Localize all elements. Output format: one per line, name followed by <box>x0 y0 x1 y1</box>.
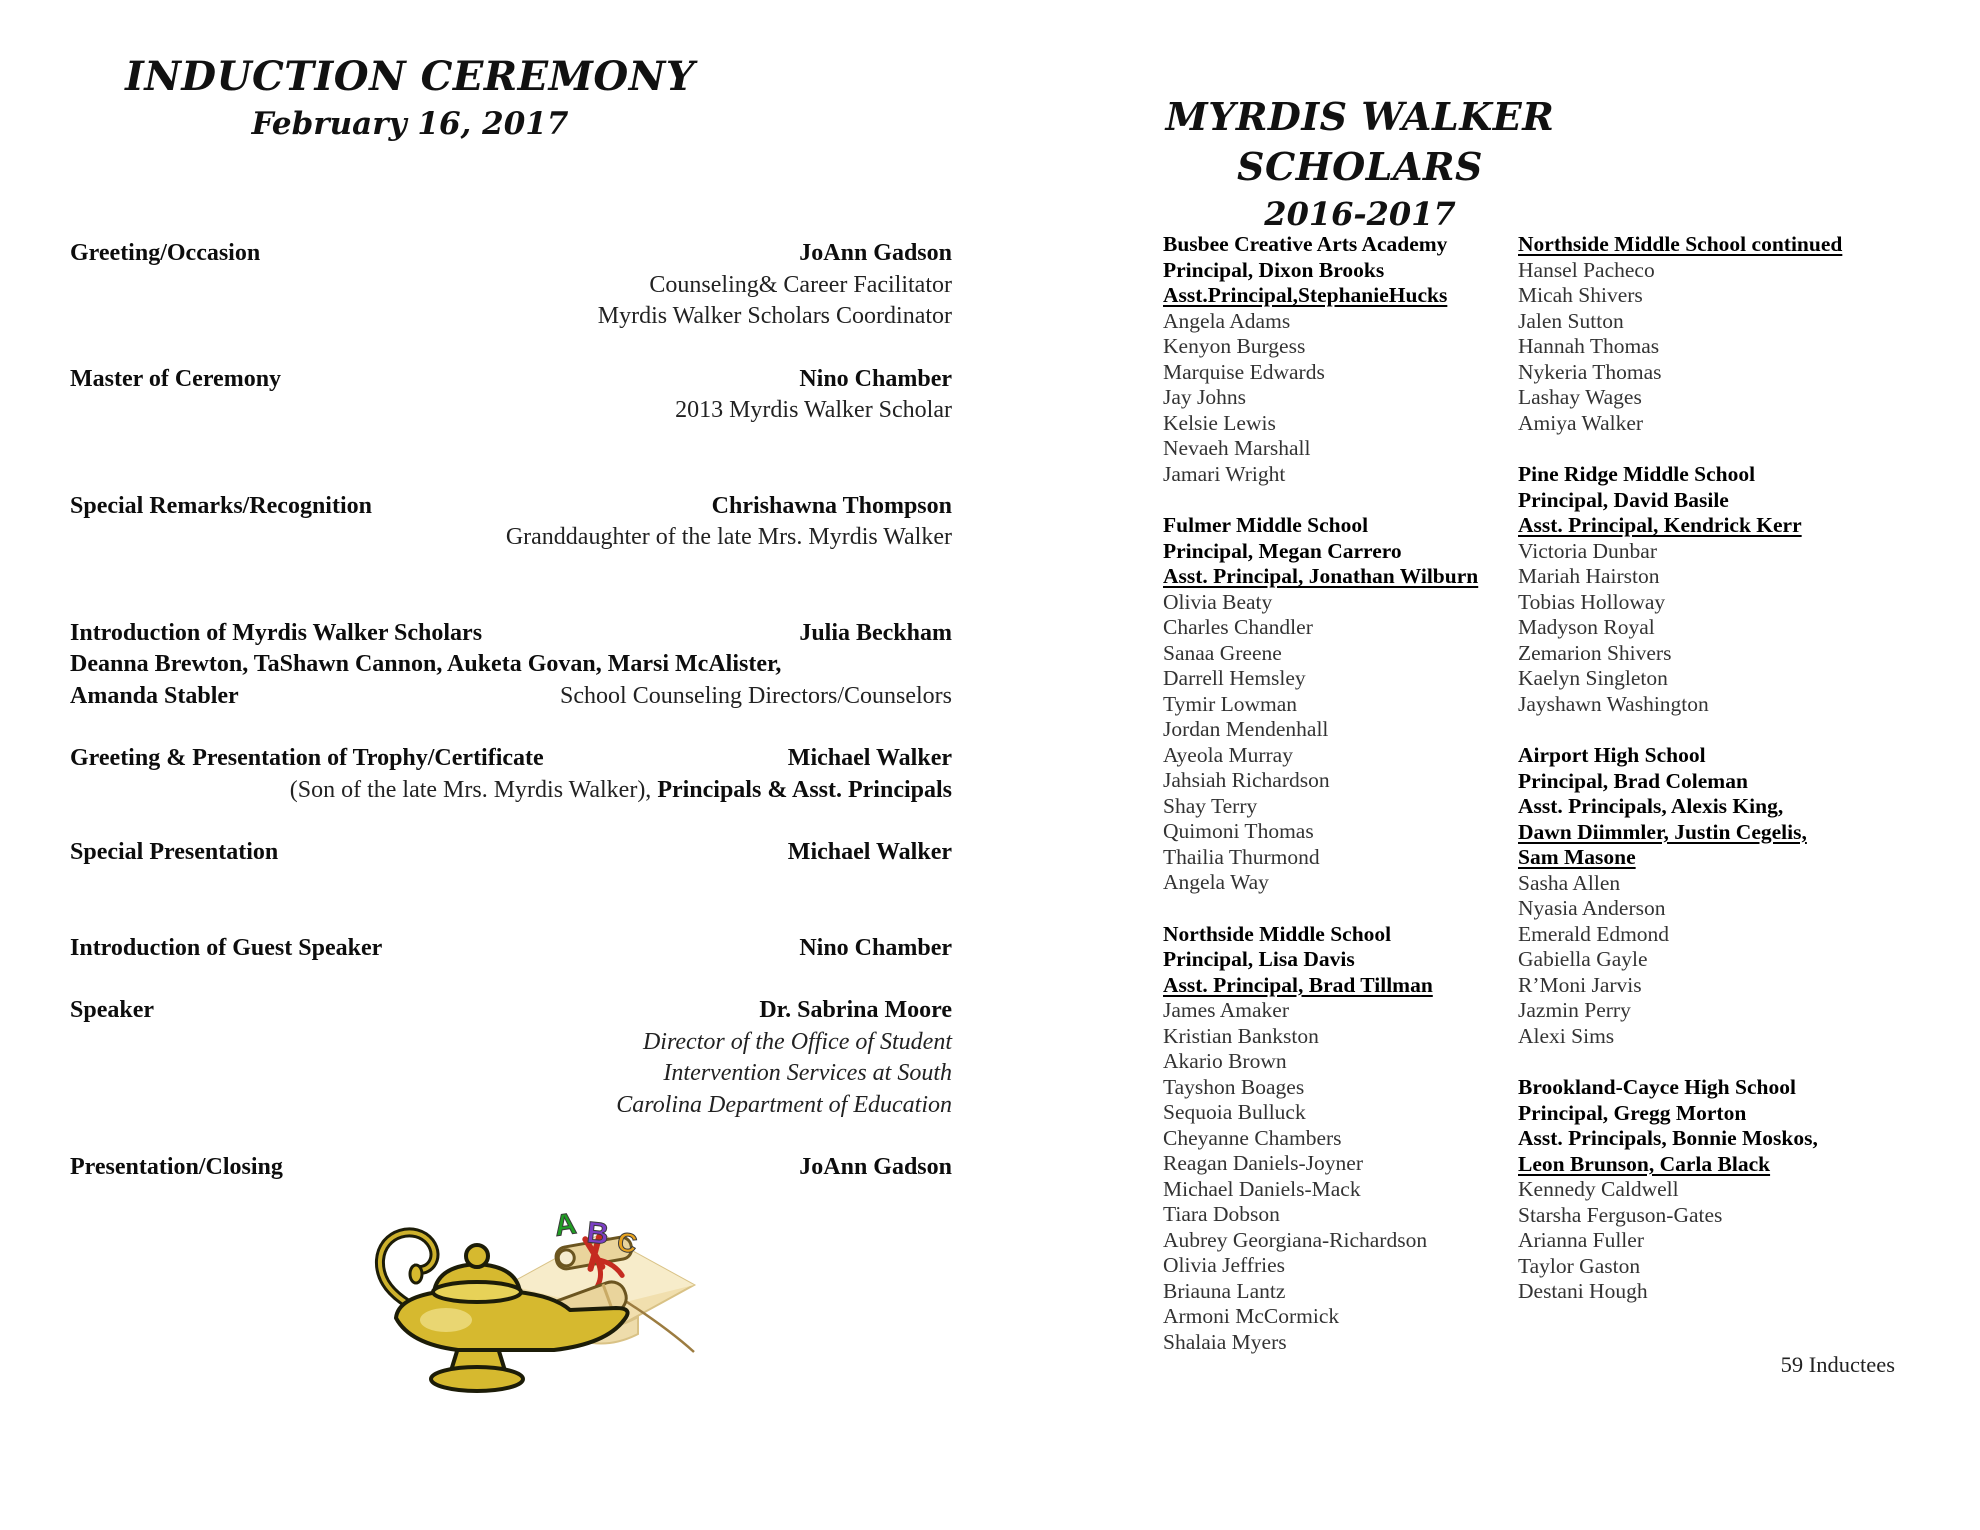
student-name: Zemarion Shivers <box>1518 640 1672 665</box>
letter-a: A <box>552 1207 579 1243</box>
program-item <box>70 491 952 554</box>
principal-line: Principal, Megan Carrero <box>1163 538 1402 563</box>
ceremony-date: February 16, 2017 <box>251 106 569 142</box>
program-subline-normal: (Son of the late Mrs. Myrdis Walker), <box>289 776 658 803</box>
program-item <box>70 837 952 869</box>
program-subline: Myrdis Walker Scholars Coordinator <box>597 303 952 329</box>
program-item-label: Presentation/Closing <box>70 1154 283 1180</box>
student-name: Michael Daniels-Mack <box>1163 1176 1361 1201</box>
program-item-row <box>70 491 952 523</box>
student-name: Reagan Daniels-Joyner <box>1163 1151 1363 1175</box>
student-name: Marquise Edwards <box>1163 359 1325 384</box>
principal-line: Asst. Principals, Alexis King, <box>1518 794 1784 818</box>
program-presenter: Michael Walker <box>787 839 952 865</box>
principal-line: Asst. Principal, Jonathan Wilburn <box>1163 564 1479 588</box>
student-name: Nyasia Anderson <box>1518 896 1666 920</box>
student-name: Darrell Hemsley <box>1163 666 1306 690</box>
student-name: Jalen Sutton <box>1518 308 1624 333</box>
student-name: Shay Terry <box>1163 793 1258 818</box>
student-name: Aubrey Georgiana-Richardson <box>1163 1227 1428 1252</box>
program-item <box>70 238 952 333</box>
program-item-label: Master of Ceremony <box>70 365 282 392</box>
student-name: Nykeria Thomas <box>1518 359 1662 384</box>
school-section <box>1163 922 1511 1356</box>
student-name: Emerald Edmond <box>1518 921 1670 946</box>
program-item-row <box>70 364 952 396</box>
school-section <box>1518 232 1913 436</box>
program-item-row <box>70 238 952 270</box>
student-name: Jordan Mendenhall <box>1163 717 1329 741</box>
ceremony-title: INDUCTION CEREMONY <box>125 53 695 100</box>
program-item-row <box>70 1152 952 1184</box>
student-name: Quimoni Thomas <box>1163 819 1314 843</box>
student-name: Akario Brown <box>1163 1049 1287 1073</box>
program-item <box>70 1152 952 1184</box>
student-name: Hansel Pacheco <box>1518 257 1655 282</box>
school-name: Northside Middle School <box>1163 921 1392 946</box>
program-subline-italic: Intervention Services at South <box>663 1060 952 1086</box>
student-name: James Amaker <box>1163 998 1289 1022</box>
student-name: Jayshawn Washington <box>1518 691 1709 716</box>
program-presenter: Michael Walker <box>787 745 952 771</box>
student-name: Charles Chandler <box>1163 615 1313 639</box>
school-section <box>1163 513 1511 896</box>
program-item-label: Introduction of Myrdis Walker Scholars <box>70 619 483 646</box>
principal-line: Asst. Principals, Bonnie Moskos, <box>1518 1126 1818 1150</box>
student-name: Lashay Wages <box>1518 385 1642 409</box>
student-name: Olivia Jeffries <box>1163 1253 1285 1277</box>
principal-line: Asst.Principal,StephanieHucks <box>1163 283 1448 307</box>
principal-line: Principal, Dixon Brooks <box>1163 257 1385 282</box>
program-item-row <box>70 618 952 650</box>
principal-line: Principal, David Basile <box>1518 487 1729 512</box>
program-item-label: Introduction of Guest Speaker <box>70 934 383 961</box>
program-item-label: Special Presentation <box>70 839 279 865</box>
student-name: Jamari Wright <box>1163 461 1286 486</box>
student-name: Angela Adams <box>1163 308 1291 333</box>
student-name: Shalaia Myers <box>1163 1329 1287 1354</box>
student-name: Ayeola Murray <box>1163 742 1293 767</box>
student-name: Tayshon Boages <box>1163 1074 1305 1099</box>
program-item-row <box>70 743 952 775</box>
student-name: Armoni McCormick <box>1163 1304 1340 1328</box>
program-item-label: Greeting/Occasion <box>70 240 261 266</box>
program-list <box>70 238 952 1184</box>
student-name: Sequoia Bulluck <box>1163 1100 1306 1124</box>
scholars-title: MYRDIS WALKER SCHOLARS <box>1165 94 1555 189</box>
program-presenter: JoAnn Gadson <box>799 1154 952 1180</box>
program-subline: Granddaughter of the late Mrs. Myrdis Walker <box>505 524 952 550</box>
letter-c: C <box>614 1226 640 1260</box>
student-name: Alexi Sims <box>1518 1023 1615 1048</box>
student-name: Tymir Lowman <box>1163 691 1298 716</box>
student-name: R’Moni Jarvis <box>1518 972 1642 997</box>
letter-b: B <box>585 1216 611 1252</box>
student-name: Taylor Gaston <box>1518 1253 1641 1278</box>
program-item <box>70 995 952 1121</box>
student-name: Kennedy Caldwell <box>1518 1177 1679 1201</box>
student-name: Mariah Hairston <box>1518 564 1660 588</box>
program-item <box>70 933 952 965</box>
scholars-column-2 <box>1518 232 1913 1331</box>
program-item-label: Greeting & Presentation of Trophy/Certificate <box>70 745 544 771</box>
principal-line: Sam Masone <box>1518 845 1636 869</box>
scholars-year: 2016-2017 <box>1264 195 1456 233</box>
school-section <box>1518 462 1913 717</box>
program-subline-italic: Director of the Office of Student <box>642 1028 952 1055</box>
program-item <box>70 364 952 427</box>
program-presenter: Nino Chamber <box>799 365 952 392</box>
school-section <box>1163 232 1511 487</box>
program-presenter: Julia Beckham <box>799 619 952 646</box>
principal-line: Leon Brunson, Carla Black <box>1518 1151 1771 1176</box>
principal-line: Principal, Lisa Davis <box>1163 947 1355 971</box>
student-name: Sanaa Greene <box>1163 640 1282 665</box>
program-item <box>70 743 952 806</box>
program-item-row <box>70 933 952 965</box>
program-subline <box>70 775 952 807</box>
principal-line: Asst. Principal, Brad Tillman <box>1163 972 1433 997</box>
student-name: Hannah Thomas <box>1518 334 1660 358</box>
student-name: Madyson Royal <box>1518 615 1655 639</box>
program-subline: Counseling& Career Facilitator <box>649 271 952 298</box>
student-name: Kenyon Burgess <box>1163 334 1306 358</box>
student-name: Kelsie Lewis <box>1163 410 1276 435</box>
student-name: Cheyanne Chambers <box>1163 1125 1342 1150</box>
school-name: Brookland-Cayce High School <box>1518 1075 1796 1099</box>
student-name: Victoria Dunbar <box>1518 538 1658 563</box>
student-name: Nevaeh Marshall <box>1163 436 1311 460</box>
program-presenter: JoAnn Gadson <box>799 240 952 266</box>
student-name: Thailia Thurmond <box>1163 844 1320 869</box>
program-subline: 2013 Myrdis Walker Scholar <box>675 397 952 423</box>
right-page-header <box>1040 92 1680 236</box>
program-presenter: Chrishawna Thompson <box>711 492 952 519</box>
student-name: Starsha Ferguson-Gates <box>1518 1202 1723 1227</box>
school-name: Northside Middle School continued <box>1518 232 1843 256</box>
student-name: Jay Johns <box>1163 385 1247 409</box>
program-presenter: Dr. Sabrina Moore <box>759 997 952 1023</box>
program-item-label: Special Remarks/Recognition <box>70 492 372 519</box>
school-name: Fulmer Middle School <box>1163 513 1369 537</box>
principal-line: Dawn Diimmler, Justin Cegelis, <box>1518 819 1807 844</box>
program-item-row <box>70 995 952 1027</box>
student-name: Angela Way <box>1163 870 1269 894</box>
lamp-of-knowledge-graphic <box>358 1198 698 1398</box>
student-name: Micah Shivers <box>1518 283 1643 307</box>
left-page-header <box>70 52 750 146</box>
program-subline-italic: Carolina Department of Education <box>616 1091 952 1118</box>
student-name: Sasha Allen <box>1518 870 1621 895</box>
program-item-label: Speaker <box>70 997 154 1023</box>
scholars-column-1 <box>1163 232 1511 1381</box>
lamp-clipart-svg <box>358 1198 698 1398</box>
principal-line: Principal, Gregg Morton <box>1518 1100 1747 1125</box>
program-scholar-names: Deanna Brewton, TaShawn Cannon, Auketa Govan, Marsi McAlister, <box>70 651 782 677</box>
student-name: Kristian Bankston <box>1163 1023 1319 1048</box>
program-item <box>70 618 952 713</box>
student-name: Kaelyn Singleton <box>1518 666 1668 690</box>
program-split-right: School Counseling Directors/Counselors <box>560 682 952 709</box>
program-presenter: Nino Chamber <box>799 934 952 961</box>
program-split-row <box>70 681 952 713</box>
school-section <box>1518 743 1913 1049</box>
program-item-row <box>70 837 952 869</box>
student-name: Destani Hough <box>1518 1279 1648 1303</box>
student-name: Gabiella Gayle <box>1518 947 1648 971</box>
student-name: Amiya Walker <box>1518 410 1644 435</box>
program-split-left: Amanda Stabler <box>70 682 239 709</box>
student-name: Tiara Dobson <box>1163 1202 1280 1226</box>
school-section <box>1518 1075 1913 1305</box>
school-name: Busbee Creative Arts Academy <box>1163 232 1448 256</box>
student-name: Arianna Fuller <box>1518 1228 1644 1252</box>
program-subline-bold: Principals & Asst. Principals <box>657 776 952 803</box>
principal-line: Principal, Brad Coleman <box>1518 768 1748 793</box>
school-name: Pine Ridge Middle School <box>1518 462 1756 486</box>
principal-line: Asst. Principal, Kendrick Kerr <box>1518 513 1802 537</box>
student-name: Tobias Holloway <box>1518 589 1666 614</box>
school-name: Airport High School <box>1518 743 1706 767</box>
student-name: Jahsiah Richardson <box>1163 768 1330 792</box>
student-name: Jazmin Perry <box>1518 998 1631 1022</box>
student-name: Briauna Lantz <box>1163 1278 1286 1303</box>
student-name: Olivia Beaty <box>1163 589 1273 614</box>
inductee-count: 59 Inductees <box>1780 1352 1895 1377</box>
